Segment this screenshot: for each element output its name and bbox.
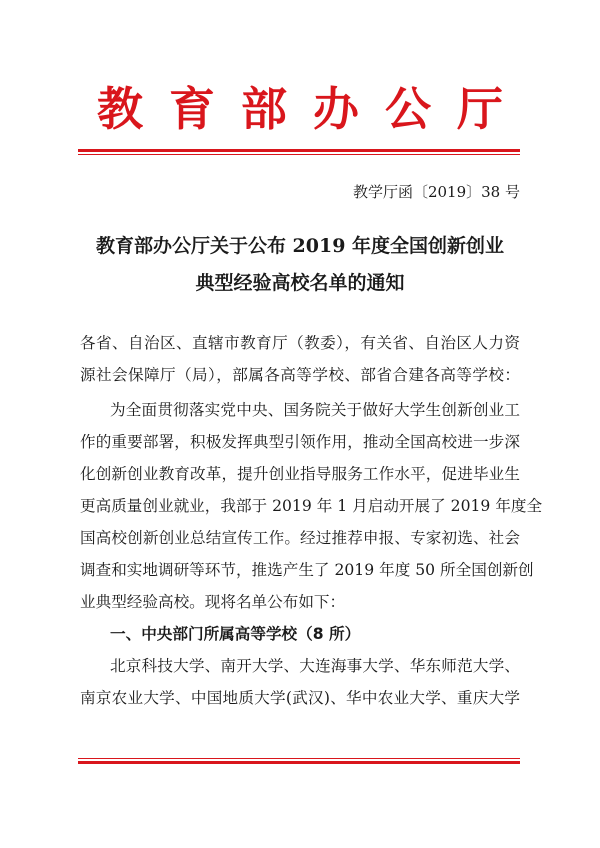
section-1-schools-line-2: 南京农业大学、中国地质大学(武汉)、华中农业大学、重庆大学 [80,689,520,707]
office-letterhead-title: 教育部办公厅 [97,82,529,136]
section-1-heading: 一、中央部门所属高等学校（8 所） [110,625,361,643]
document-title-line-1: 教育部办公厅关于公布 2019 年度全国创新创业 [95,235,505,257]
letterhead-red-rule-thin [78,154,520,155]
footer-red-rule-thin [78,758,520,759]
paragraph-1-line-5: 国高校创新创业总结宣传工作。经过推荐申报、专家初选、社会 [80,529,520,547]
paragraph-1-line-2: 作的重要部署，积极发挥典型引领作用，推动全国高校进一步深 [80,433,520,451]
document-number: 教学厅函〔2019〕38 号 [352,183,520,201]
footer-red-rule-thick [78,761,520,764]
paragraph-1-line-1: 为全面贯彻落实党中央、国务院关于做好大学生创新创业工 [110,401,520,419]
paragraph-1-line-7: 业典型经验高校。现将名单公布如下： [80,593,346,611]
document-title-line-2: 典型经验高校名单的通知 [195,272,405,294]
paragraph-1-line-6: 调查和实地调研等环节，推选产生了 2019 年度 50 所全国创新创 [80,561,534,579]
letterhead-red-rule-thick [78,149,520,152]
section-1-schools-line-1: 北京科技大学、南开大学、大连海事大学、华东师范大学、 [110,657,520,675]
paragraph-1-line-4: 更高质量创业就业，我部于 2019 年 1 月启动开展了 2019 年度全 [80,497,543,515]
paragraph-1-line-3: 化创新创业教育改革，提升创业指导服务工作水平，促进毕业生 [80,465,520,483]
recipients-line-2: 源社会保障厅（局），部属各高等学校、部省合建各高等学校： [80,366,520,384]
recipients-line-1: 各省、自治区、直辖市教育厅（教委），有关省、自治区人力资 [80,334,520,352]
